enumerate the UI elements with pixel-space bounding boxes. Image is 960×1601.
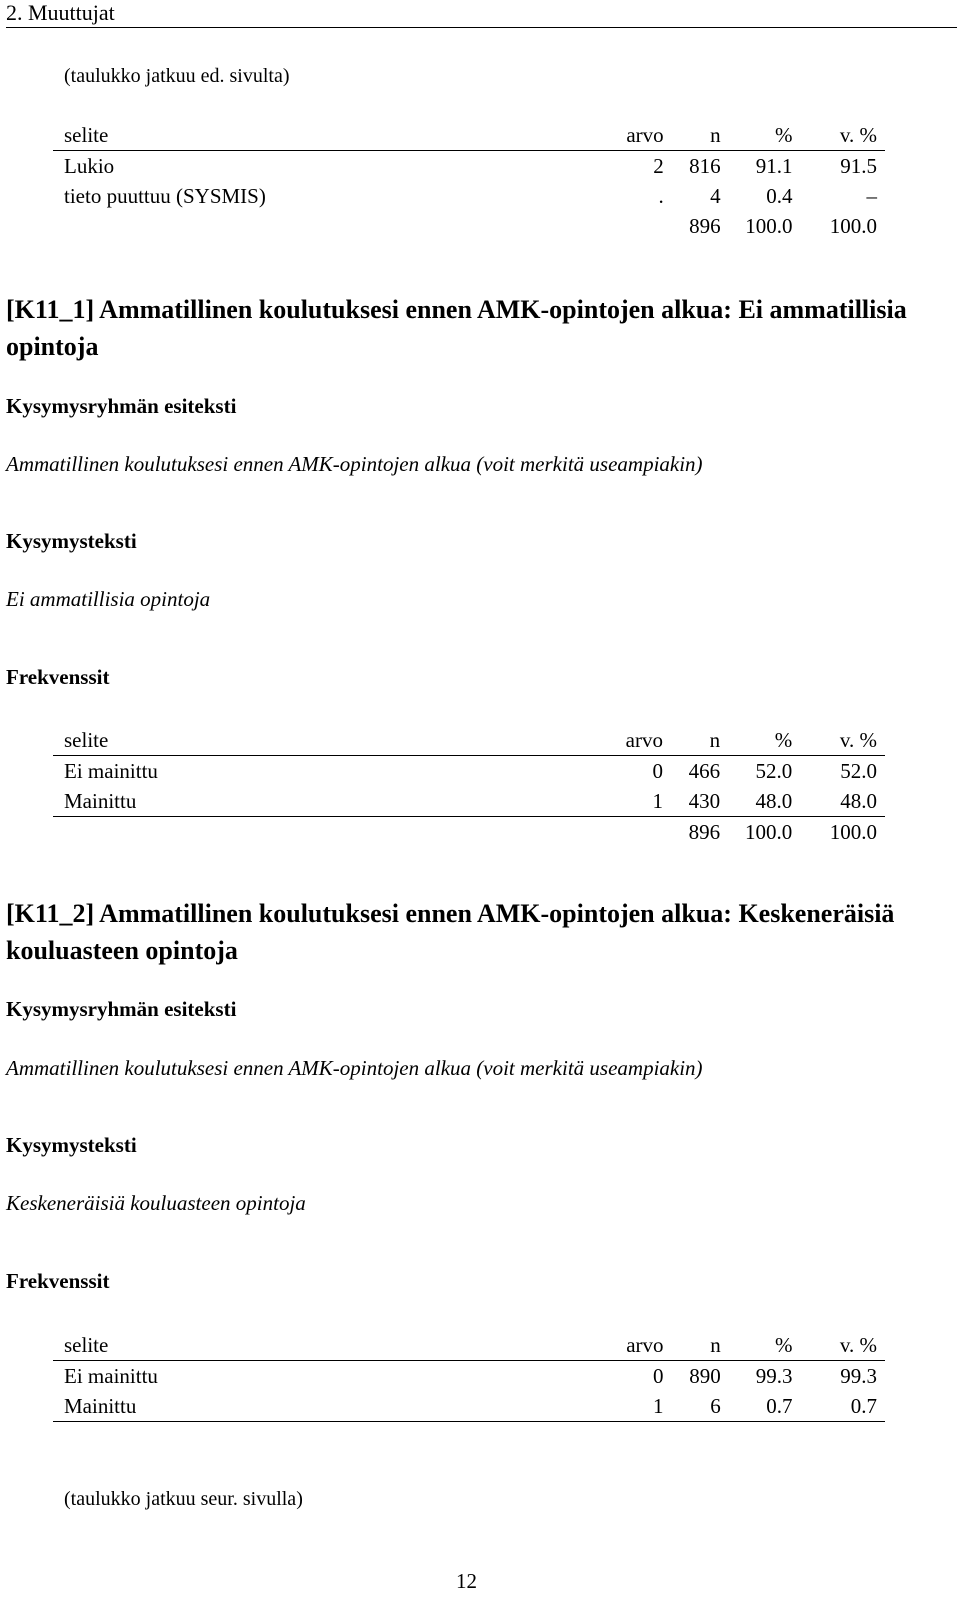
page-number: 12 — [456, 1569, 477, 1593]
header-rule — [6, 27, 957, 28]
col-header-vpct: v. % — [793, 1330, 885, 1361]
row-label: Mainittu — [53, 1391, 609, 1422]
section-title-k11-2: [K11_2] Ammatillinen koulutuksesi ennen AMK-opintojen alkua: Keskeneräisiä kouluasteen opintoja — [6, 899, 895, 965]
table-total-row — [53, 817, 885, 848]
table-row — [53, 756, 885, 787]
table-header-row — [53, 120, 885, 151]
row-n: 890 — [689, 1364, 721, 1388]
table-header-row — [53, 1330, 885, 1361]
row-vpct: – — [866, 184, 877, 208]
row-arvo: 0 — [652, 759, 663, 783]
col-header-pct: % — [720, 725, 792, 756]
group-text: Ammatillinen koulutuksesi ennen AMK-opintojen alkua (voit merkitä useampiakin) — [6, 452, 703, 476]
col-header-pct: % — [721, 120, 793, 151]
row-arvo: . — [658, 184, 664, 208]
row-label: Ei mainittu — [64, 1364, 158, 1388]
table-row — [53, 786, 885, 817]
running-head: 2. Muuttujat — [6, 0, 115, 25]
group-label: Kysymysryhmän esiteksti — [6, 394, 237, 418]
question-text: Keskeneräisiä kouluasteen opintoja — [6, 1191, 306, 1215]
continues-on-note: (taulukko jatkuu seur. sivulla) — [64, 1488, 303, 1510]
row-n: 430 — [663, 786, 720, 817]
col-header-pct: % — [721, 1330, 793, 1361]
group-text: Ammatillinen koulutuksesi ennen AMK-opintojen alkua (voit merkitä useampiakin) — [6, 1056, 703, 1080]
table-header-row — [53, 725, 885, 756]
col-header-selite: selite — [53, 120, 609, 151]
table-total-row — [53, 211, 885, 241]
frequency-table-continued — [53, 120, 885, 241]
row-vpct: 48.0 — [792, 786, 885, 817]
col-header-selite: selite — [53, 725, 609, 756]
row-pct: 99.3 — [755, 1364, 793, 1388]
question-label: Kysymysteksti — [6, 529, 137, 553]
total-vpct: 100.0 — [829, 214, 877, 238]
question-text: Ei ammatillisia opintoja — [6, 587, 211, 611]
table-row — [53, 1391, 885, 1422]
row-label: tieto puuttuu (SYSMIS) — [64, 184, 266, 208]
table-row — [53, 1361, 885, 1392]
section-title-k11-1: [K11_1] Ammatillinen koulutuksesi ennen AMK-opintojen alkua: Ei ammatillisia opintoja — [6, 295, 907, 361]
frequency-table-k11-1 — [53, 725, 885, 847]
col-header-vpct: v. % — [792, 725, 885, 756]
row-pct: 91.1 — [755, 154, 793, 178]
col-header-arvo: arvo — [609, 1330, 663, 1361]
group-label: Kysymysryhmän esiteksti — [6, 997, 237, 1021]
row-label: Mainittu — [53, 786, 609, 817]
frequencies-label: Frekvenssit — [6, 665, 110, 689]
question-label: Kysymysteksti — [6, 1133, 137, 1157]
total-pct: 100.0 — [745, 214, 793, 238]
frequency-table-k11-2 — [53, 1330, 885, 1422]
row-pct: 48.0 — [720, 786, 792, 817]
row-label: Ei mainittu — [64, 759, 158, 783]
total-vpct: 100.0 — [829, 820, 877, 844]
col-header-arvo: arvo — [609, 725, 663, 756]
table-row — [53, 151, 885, 182]
frequencies-label: Frekvenssit — [6, 1269, 110, 1293]
row-n: 816 — [689, 154, 721, 178]
continued-from-note: (taulukko jatkuu ed. sivulta) — [64, 65, 290, 87]
col-header-n: n — [664, 1330, 721, 1361]
row-pct: 0.7 — [721, 1391, 793, 1422]
col-header-n: n — [664, 120, 721, 151]
row-arvo: 1 — [609, 1391, 663, 1422]
total-n: 896 — [689, 214, 721, 238]
col-header-arvo: arvo — [609, 120, 663, 151]
row-vpct: 91.5 — [840, 154, 877, 178]
row-vpct: 0.7 — [793, 1391, 885, 1422]
row-n: 4 — [710, 184, 721, 208]
row-arvo: 0 — [653, 1364, 664, 1388]
total-n: 896 — [688, 820, 721, 844]
row-label: Lukio — [64, 154, 115, 178]
row-pct: 52.0 — [755, 759, 793, 783]
col-header-selite: selite — [53, 1330, 609, 1361]
total-pct: 100.0 — [744, 820, 793, 844]
row-arvo: 1 — [609, 786, 663, 817]
row-arvo: 2 — [653, 154, 664, 178]
row-n: 6 — [664, 1391, 721, 1422]
col-header-vpct: v. % — [793, 120, 885, 151]
row-n: 466 — [688, 759, 721, 783]
col-header-n: n — [663, 725, 720, 756]
row-pct: 0.4 — [766, 184, 793, 208]
table-row — [53, 181, 885, 211]
row-vpct: 52.0 — [840, 759, 877, 783]
row-vpct: 99.3 — [840, 1364, 877, 1388]
